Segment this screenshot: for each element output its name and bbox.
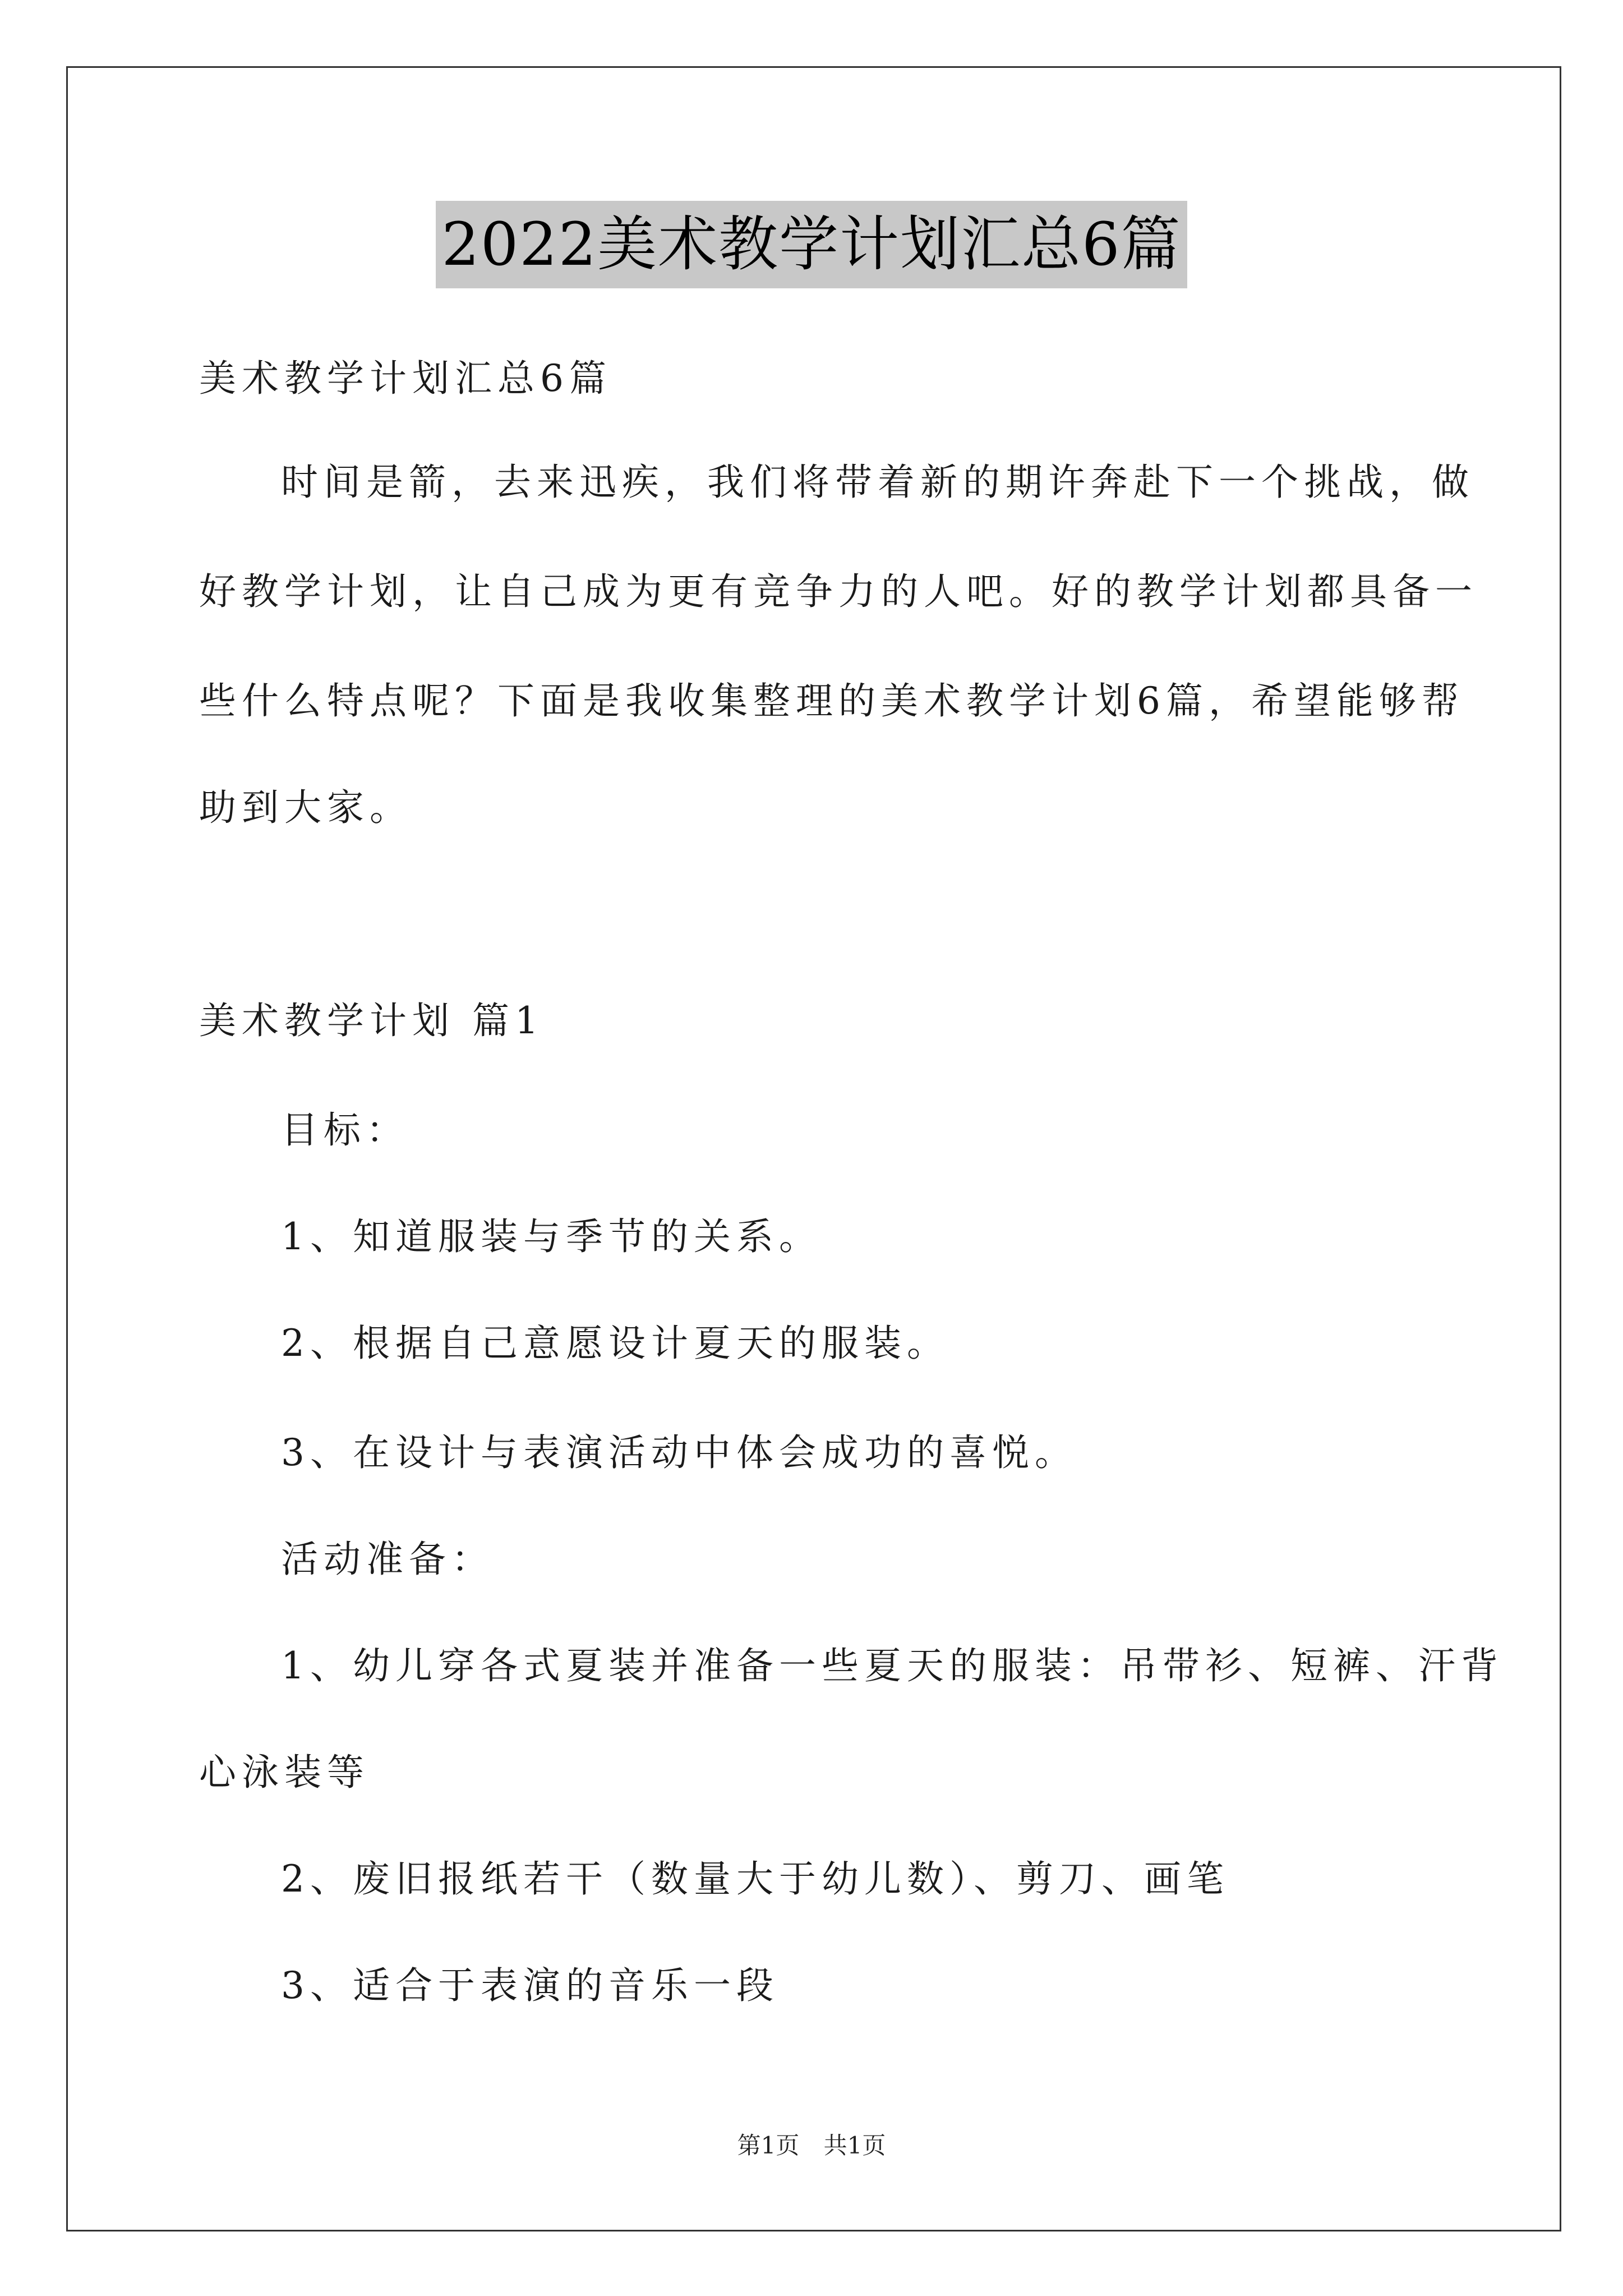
intro-line: 些什么特点呢？下面是我收集整理的美术教学计划6篇，希望能够帮 [199, 679, 1464, 723]
intro-line: 助到大家。 [199, 786, 412, 829]
document-title: 2022美术教学计划汇总6篇 [436, 201, 1187, 288]
prep-item: 3、适合于表演的音乐一段 [281, 1964, 779, 2007]
prep-item: 2、废旧报纸若干（数量大于幼儿数）、剪刀、画笔 [281, 1857, 1229, 1901]
intro-line: 好教学计划，让自己成为更有竞争力的人吧。好的教学计划都具备一 [199, 570, 1478, 613]
goal-item: 2、根据自己意愿设计夏天的服装。 [281, 1322, 949, 1365]
intro-line: 时间是箭，去来迅疾，我们将带着新的期许奔赴下一个挑战，做 [281, 461, 1474, 504]
goal-item: 1、知道服装与季节的关系。 [281, 1215, 822, 1258]
prep-item: 1、幼儿穿各式夏装并准备一些夏天的服装：吊带衫、短裤、汗背 [281, 1644, 1504, 1687]
subtitle: 美术教学计划汇总6篇 [199, 357, 612, 400]
prep-item-continued: 心泳装等 [199, 1751, 370, 1794]
title-container [0, 201, 1623, 288]
goal-item: 3、在设计与表演活动中体会成功的喜悦。 [281, 1431, 1077, 1474]
section-heading: 美术教学计划 篇1 [199, 999, 544, 1042]
goals-label: 目标： [281, 1108, 409, 1152]
page-footer: 第1页 共1页 [737, 2132, 886, 2159]
prep-label: 活动准备： [281, 1538, 494, 1581]
